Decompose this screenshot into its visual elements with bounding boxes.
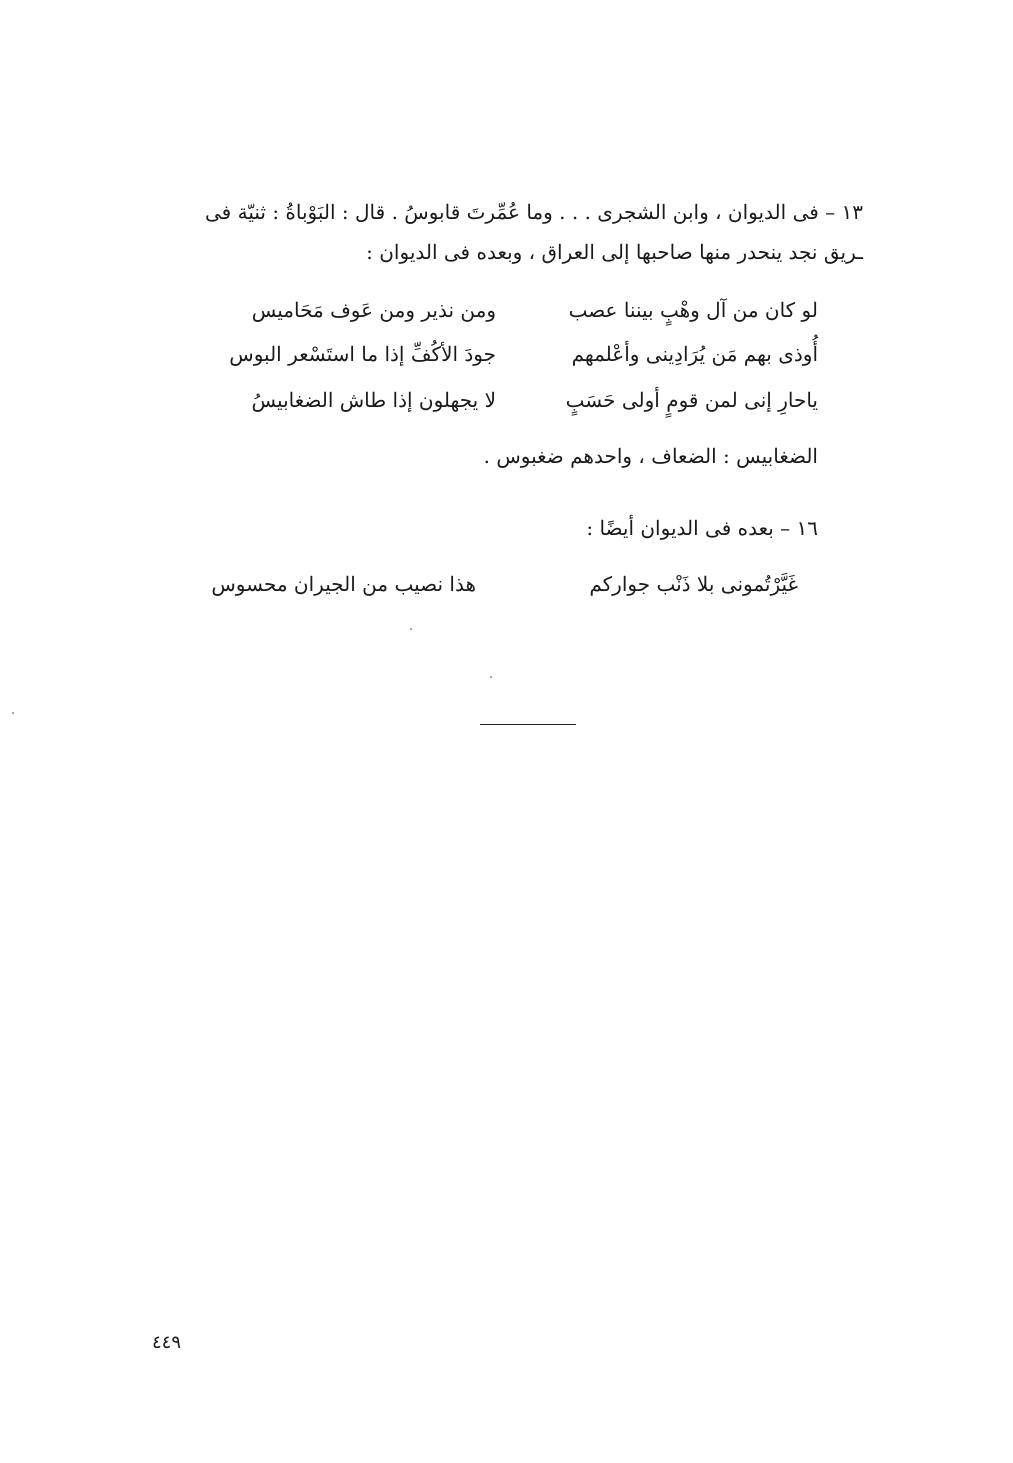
scan-speck — [490, 676, 492, 678]
verse-second-hemistich: جودَ الأكُفِّ إذا ما استَسْعر البوس — [229, 342, 496, 366]
verse-row — [218, 340, 818, 370]
verse-first-hemistich: ياحارِ إنى لمن قومٍ أولى حَسَبٍ — [565, 388, 818, 412]
verse-first-hemistich: غَيَّرْتُمونى بلا ذَنْب جواركم — [589, 572, 798, 596]
scan-speck — [410, 628, 412, 630]
section-divider — [480, 724, 576, 725]
verse-row — [218, 296, 818, 326]
verse-first-hemistich: أُوذى بهم مَن يُرَادِينى وأعْلمهم — [571, 342, 818, 366]
verse-second-hemistich: لا يجهلون إذا طاش الضغابيسُ — [251, 388, 496, 412]
gloss-13: الضغابيس : الضعاف ، واحدهم ضغبوس . — [483, 444, 818, 468]
page-number: ٤٤٩ — [152, 1332, 182, 1353]
verse-row — [218, 386, 818, 416]
scan-speck — [12, 712, 14, 714]
verse-row — [211, 570, 798, 600]
verse-second-hemistich: ومن نذير ومن عَوف مَحَاميس — [251, 298, 496, 322]
verse-first-hemistich: لو كان من آل وهْبٍ بيننا عصب — [568, 298, 818, 322]
verse-second-hemistich: هذا نصيب من الجيران محسوس — [211, 572, 476, 596]
note-13-line-1: ١٣ – فى الديوان ، وابن الشجرى . . . وما عُمِّرتَ قابوسُ . قال : البَوْباةُ : ثنيّة فى — [205, 200, 863, 224]
note-16-line-1: ١٦ – بعده فى الديوان أيضًا : — [586, 516, 818, 540]
note-13-line-2: ـريق نجد ينحدر منها صاحبها إلى العراق ، وبعده فى الديوان : — [366, 240, 863, 264]
